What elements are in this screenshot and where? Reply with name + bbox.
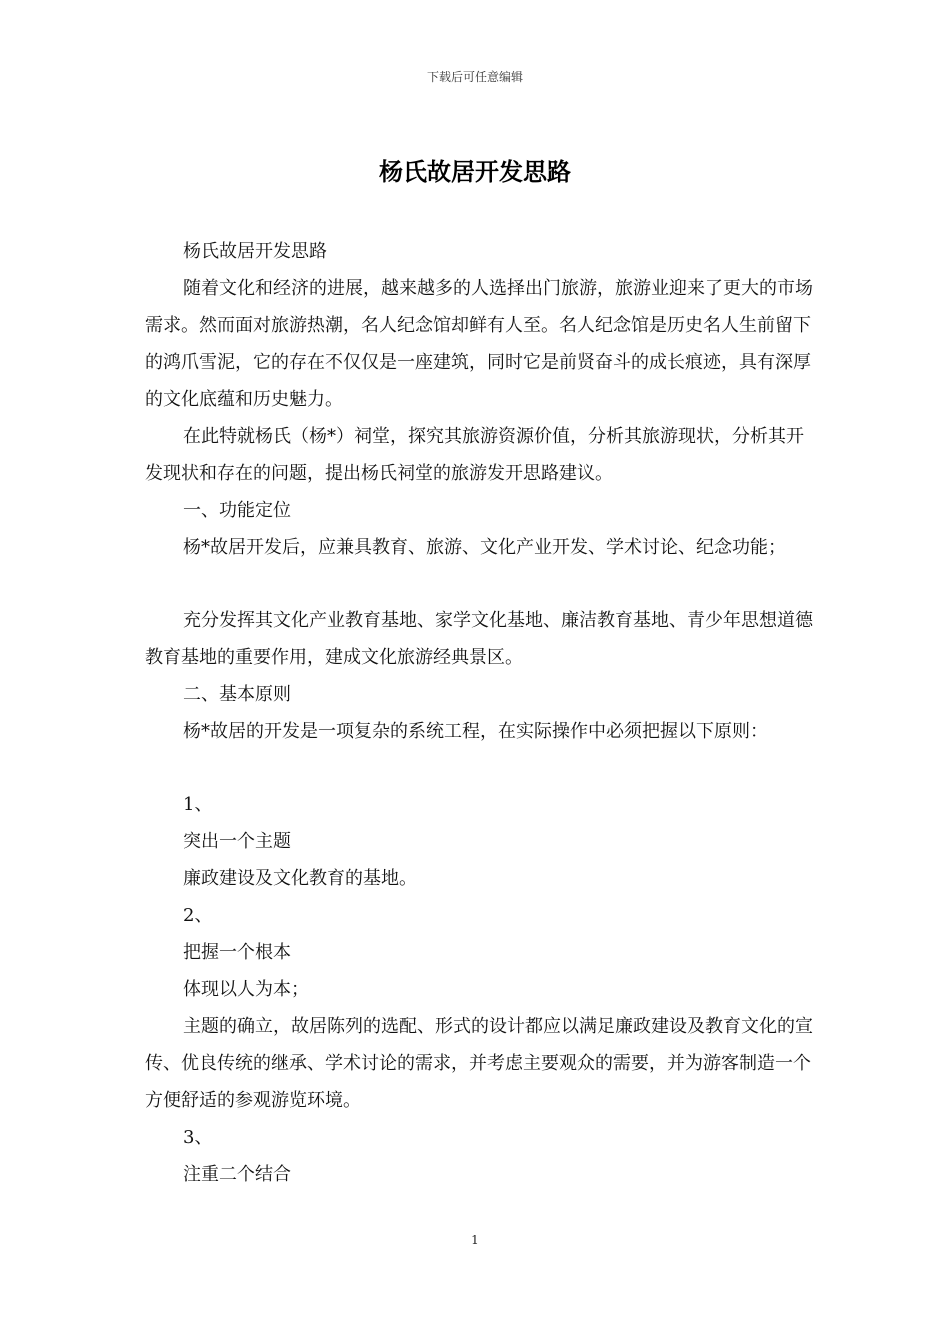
list-item-heading-2: 把握一个根本 bbox=[183, 942, 291, 963]
paragraph-purpose: 在此特就杨氏（杨*）祠堂，探究其旅游资源价值，分析其旅游现状，分析其开发现状和存在的问题，提出杨氏祠堂的旅游发开思路建议。 bbox=[145, 426, 804, 484]
section-heading-principles: 二、基本原则 bbox=[183, 684, 291, 705]
list-item-text-2: 体现以人为本； bbox=[183, 979, 309, 1000]
list-item-heading-3: 注重二个结合 bbox=[183, 1164, 291, 1185]
spacer bbox=[145, 750, 815, 786]
list-item-detail-2: 主题的确立，故居陈列的选配、形式的设计都应以满足廉政建设及教育文化的宣传、优良传统的继承、学术讨论的需求，并考虑主要观众的需要，并为游客制造一个方便舒适的参观游览环境。 bbox=[145, 1016, 813, 1111]
document-body bbox=[145, 233, 815, 1193]
spacer bbox=[145, 566, 815, 602]
paragraph-function-detail: 充分发挥其文化产业教育基地、家学文化基地、廉洁教育基地、青少年思想道德教育基地的重要作用，建成文化旅游经典景区。 bbox=[145, 610, 813, 668]
paragraph-intro: 随着文化和经济的进展，越来越多的人选择出门旅游，旅游业迎来了更大的市场需求。然而面对旅游热潮，名人纪念馆却鲜有人至。名人纪念馆是历史名人生前留下的鸿爪雪泥，它的存在不仅仅是一座建筑，同时它是前贤奋斗的成长痕迹，具有深厚的文化底蕴和历史魅力。 bbox=[145, 278, 813, 410]
list-number-1: 1、 bbox=[183, 794, 213, 815]
paragraph-principles: 杨*故居的开发是一项复杂的系统工程，在实际操作中必须把握以下原则： bbox=[183, 721, 768, 742]
paragraph-subtitle: 杨氏故居开发思路 bbox=[183, 241, 327, 262]
list-item-text-1: 廉政建设及文化教育的基地。 bbox=[183, 868, 417, 889]
page-number: 1 bbox=[471, 1233, 479, 1247]
list-number-2: 2、 bbox=[183, 905, 213, 926]
section-heading-function: 一、功能定位 bbox=[183, 500, 291, 521]
list-item-heading-1: 突出一个主题 bbox=[183, 831, 291, 852]
page-header-note: 下载后可任意编辑 bbox=[426, 70, 523, 84]
list-number-3: 3、 bbox=[183, 1127, 213, 1148]
paragraph-function: 杨*故居开发后，应兼具教育、旅游、文化产业开发、学术讨论、纪念功能； bbox=[183, 537, 786, 558]
document-title: 杨氏故居开发思路 bbox=[379, 157, 571, 186]
